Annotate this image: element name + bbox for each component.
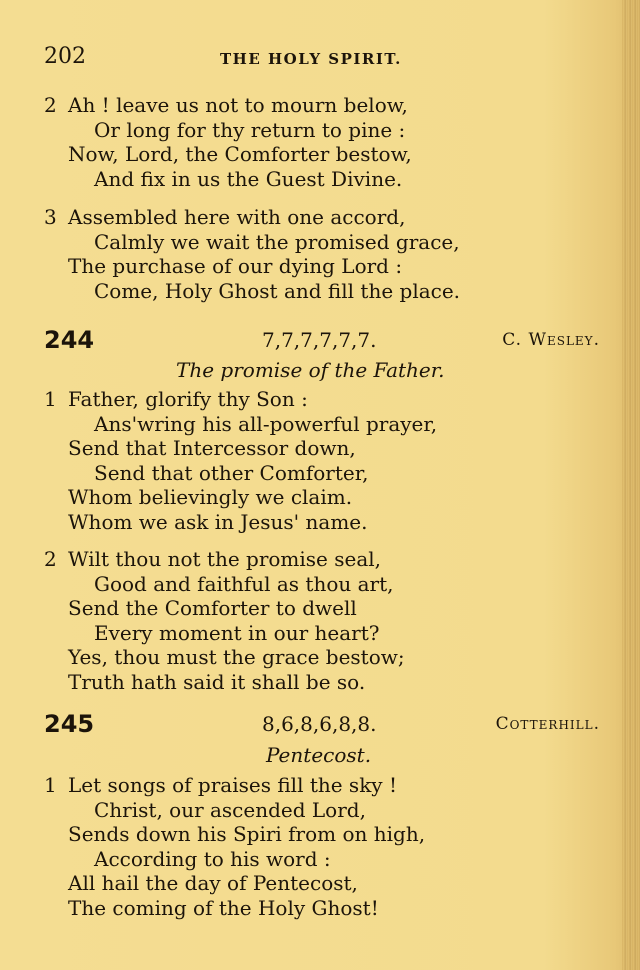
verse-line: Send that other Comforter, [94, 460, 369, 485]
stanza-number: 1 [44, 387, 57, 411]
verse-line: Now, Lord, the Comforter bestow, [68, 142, 412, 167]
verse-line: Christ, our ascended Lord, [94, 797, 366, 822]
hymn-subtitle: Pentecost. [266, 743, 372, 767]
hymn-meter: 7,7,7,7,7,7. [262, 328, 377, 352]
verse-line: Truth hath said it shall be so. [68, 669, 366, 694]
verse-line: The purchase of our dying Lord : [68, 254, 403, 279]
stanza [44, 205, 604, 303]
verse-line: Whom believingly we claim. [68, 485, 353, 510]
stanza [44, 773, 604, 921]
verse-line: Send the Comforter to dwell [68, 596, 357, 621]
verse-line: The coming of the Holy Ghost! [68, 895, 379, 920]
hymn-number: 245 [44, 710, 95, 738]
hymn-attribution: C. Wesley. [502, 330, 600, 350]
page-number: 202 [44, 44, 86, 69]
verse-line: 3 Assembled here with one accord, [44, 205, 406, 229]
stanza-number: 3 [44, 205, 57, 229]
verse-line: Or long for thy return to pine : [94, 117, 406, 142]
stanza-number: 1 [44, 773, 57, 797]
running-head: THE HOLY SPIRIT. [220, 50, 402, 68]
verse-line: According to his word : [94, 846, 331, 871]
stanza-number: 2 [44, 547, 57, 571]
hymn-number: 244 [44, 326, 95, 354]
verse-line: Good and faithful as thou art, [94, 571, 394, 596]
stanza [44, 547, 604, 695]
verse-line: And fix in us the Guest Divine. [94, 166, 403, 191]
verse-line: 1 Father, glorify thy Son : [44, 387, 308, 411]
verse-line: Come, Holy Ghost and fill the place. [94, 278, 461, 303]
verse-line: Whom we ask in Jesus' name. [68, 509, 368, 534]
stanza [44, 93, 604, 191]
verse-line: 2 Wilt thou not the promise seal, [44, 547, 382, 571]
hymn-meter: 8,6,8,6,8,8. [262, 712, 377, 736]
verse-line: Send that Intercessor down, [68, 436, 356, 461]
verse-line: Ans'wring his all-powerful prayer, [94, 411, 438, 436]
page-header [44, 44, 604, 74]
verse-line: 2 Ah ! leave us not to mourn below, [44, 93, 408, 117]
stanza-number: 2 [44, 93, 57, 117]
verse-line: All hail the day of Pentecost, [68, 871, 358, 896]
verse-line: Calmly we wait the promised grace, [94, 229, 460, 254]
hymn-subtitle: The promise of the Father. [176, 358, 445, 382]
hymn-heading [44, 710, 600, 740]
verse-line: Sends down his Spiri from on high, [68, 822, 426, 847]
page-edge [622, 0, 640, 970]
stanza [44, 387, 604, 535]
hymn-heading [44, 326, 600, 356]
verse-line: 1 Let songs of praises fill the sky ! [44, 773, 398, 797]
verse-line: Every moment in our heart? [94, 620, 380, 645]
hymn-attribution: Cotterhill. [495, 714, 600, 734]
verse-line: Yes, thou must the grace bestow; [68, 645, 405, 670]
